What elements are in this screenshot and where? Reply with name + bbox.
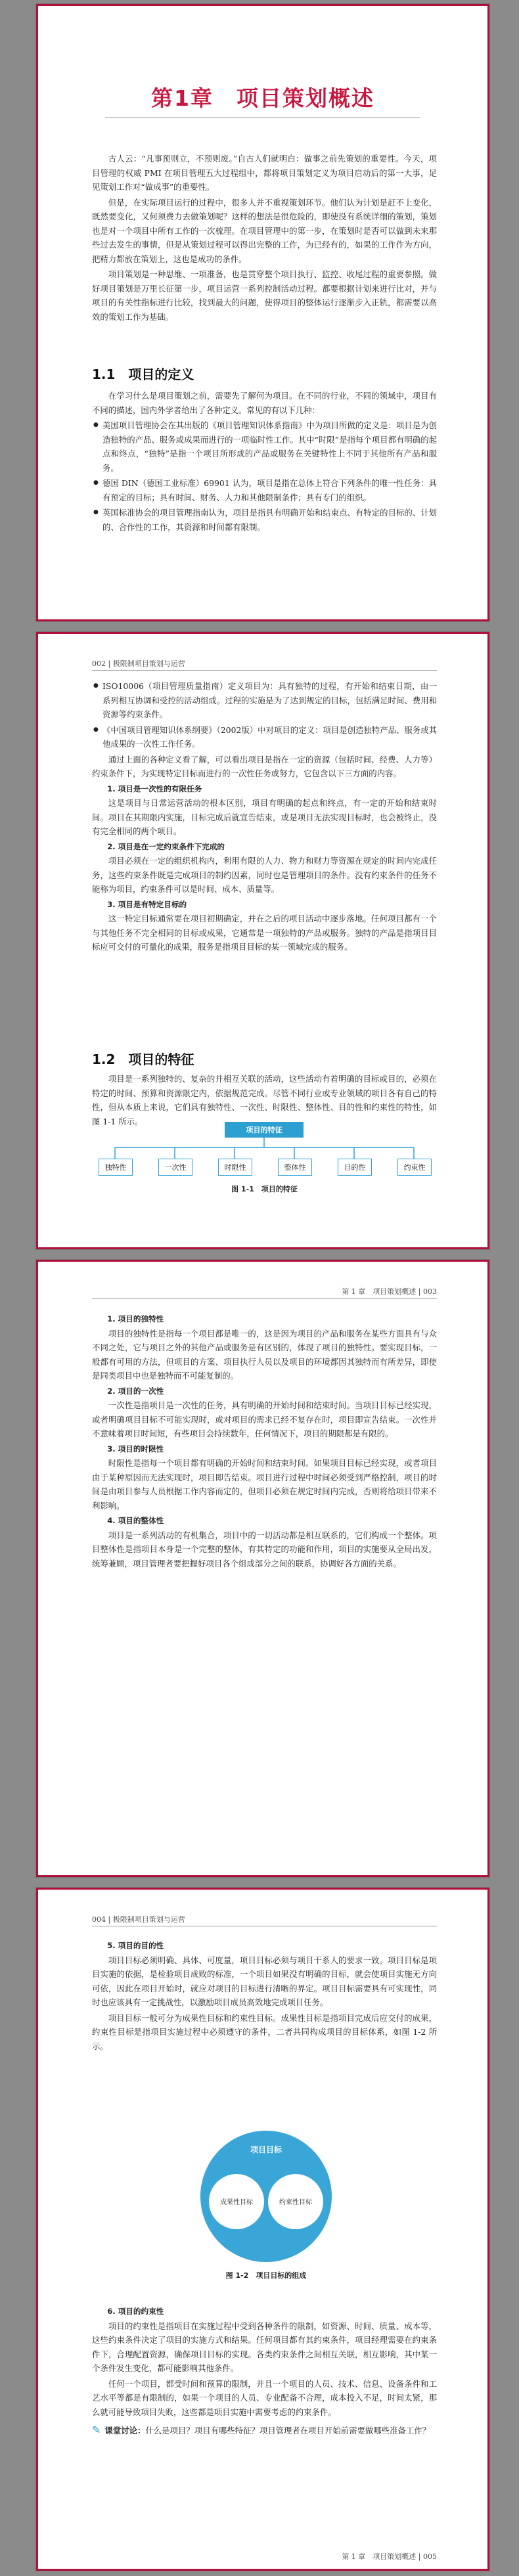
page-footer: 第 1 章 项目策划概述 | 005 [342,2552,437,2561]
diagram-root: 项目的特征 [225,1122,304,1138]
paragraph: 时限性是指每一个项目都有明确的开始时间和结束时间。如果项目目标已经实现，或者项目由于某种原因而无法实现时，项目即告结束。项目进行过程中时间必须受到严格控制，项目的时间是由项目参与人员根据工作内容而定的，但项目必须在规定时间内完成，否则将给项目带来不利影响。 [92,1458,437,1511]
header-rule [92,670,437,671]
page-header: 004 | 极限制项目策划与运营 [92,1915,185,1924]
header-rule [92,1298,437,1299]
page-2 [36,632,489,1249]
intro-text [92,152,437,325]
constraint-text [92,2305,437,2438]
list-item: ● 美国项目管理协会在其出版的《项目管理知识体系指南》中为项目所做的定义是：项目是为创造独特的产品、服务或成果而进行的一项临时性工作。其中“时限”是指每个项目都有明确的起点和终点，“独特”是指一个项目所形成的产品或服务在关键特性上不同于其他所有产品和服务。 [102,418,437,475]
discussion-label: 课堂讨论： [104,2426,146,2435]
page-4 [36,1888,489,2571]
title-rule [105,117,420,118]
paragraph: 一次性是指项目是一次性的任务，具有明确的开始时间和结束时间。当项目目标已经实现，或者明确项目目标不可能实现时，或对项目的需求已经不复存在时，项目即宣告结束。一次性并不意味着项目时间短，有些项目会持续数年，任何情况下，项目的期限都是有限的。 [92,1400,437,1438]
definition-list [92,418,437,534]
diagram-node: 整体性 [278,1159,312,1176]
subheading: 1. 项目是一次性的有限任务 [107,784,202,793]
paragraph: 项目是一系列活动的有机集合，项目中的一切活动都是相互联系的，它们构成一个整体。项目整体性是指项目本身是一个完整的整体，有其特定的功能和作用，项目的实施要从全局出发，统筹兼顾，项目管理者要把握好项目各个组成部分之间的联系，协调好各方面的关系。 [92,1530,437,1568]
diagram-node: 目的性 [338,1159,372,1176]
subheading: 3. 项目是有特定目标的 [107,899,187,909]
page-header: 002 | 极限制项目策划与运营 [92,659,185,668]
pencil-icon: ✎ [92,2424,101,2436]
subheading: 3. 项目的时限性 [107,1444,164,1454]
chapter-title: 第1章 项目策划概述 [151,85,374,111]
feature-text [92,1312,437,1572]
section-title: 1.2 项目的特征 [92,1052,194,1067]
figure-caption: 图 1-2 项目目标的组成 [225,2271,307,2280]
figure-caption: 图 1-1 项目的特征 [231,1185,298,1193]
page-header: 第 1 章 项目策划概述 | 003 [342,1287,437,1296]
paragraph: 但是，在实际项目运行的过程中，很多人并不重视策划环节。他们认为计划是赶不上变化，既然要变化，又何须费力去做策划呢？这样的想法是很危险的，即使没有系统详细的策划，策划也是对一个项目中所有工作的一次梳理。在项目管理中的第一步，在策划时是否可以做到未来那些过去发生的事情，但是从策划过程可以得出完整的工作，为已经有的，如果的工作作为方向，把精力都放在策划上，这也是成功的条件。 [92,197,437,264]
subheading: 2. 项目的一次性 [107,1386,164,1396]
diagram-node: 一次性 [158,1159,192,1176]
subheading: 5. 项目的目的性 [107,1941,164,1950]
subheading: 4. 项目的整体性 [107,1516,164,1525]
subheading: 2. 项目是在一定约束条件下完成的 [107,841,225,851]
subheading: 6. 项目的约束性 [107,2307,164,2316]
subheading: 1. 项目的独特性 [107,1314,164,1323]
paragraph: 项目目标一般可分为成果性目标和约束性目标。成果性目标是指项目完成后应交付的成果，约束性目标是指项目实施过程中必须遵守的条件，二者共同构成项目的目标体系，如图 1-2 所示。 [92,2012,437,2051]
paragraph: 任何一个项目，都受时间和预算的限制，并且一个项目的人员、技术、信息、设备条件和工艺水平等都是有限制的，如果一个项目的人员、专业配备不合理，成本投入不足，时间太紧，那么就可能导致项目失败，这些都是项目实施中需要考虑的约束条件。 [92,2378,437,2417]
paragraph: 项目是一系列独特的、复杂的并相互关联的活动，这些活动有着明确的目标或目的，必须在特定的时间、预算和资源限定内，依据规范完成。尽管不同行业或专业领域的项目各有自己的特性，但从本质上来说，它们具有独特性、一次性、时限性、整体性、目的性和约束性的特性，如图 1-1 所示。 [92,1074,437,1126]
diagram-node: 独特性 [99,1159,133,1176]
paragraph: 古人云：“凡事预则立，不预则废。”自古人们就明白：做事之前先策划的重要性。今天，项目管理的权威 PMI 在项目管理五大过程组中，都将项目策划定义为项目启动后的第一大事，足见策划工作对“做成事”的重要性。 [92,154,437,192]
list-item: ● 德国 DIN（德国工业标准）69901 认为，项目是指在总体上符合下列条件的唯一性任务：具有预定的目标；具有时间、财务、人力和其他限制条件；具有专门的组织。 [102,476,437,504]
feature-text-cont [92,1939,437,2054]
list-item: ● 《中国项目管理知识体系纲要》（2002版）中对项目的定义：项目是创造独特产品、服务或其他成果的一次性工作任务。 [102,723,437,751]
paragraph: 项目的独特性是指每一个项目都是唯一的，这是因为项目的产品和服务在某些方面具有与众不同之处，它与项目之外的其他产品或服务是有区别的，体现了项目的独特性。要实现目标，一般都有可用的方法，但项目的方案、项目执行人员以及项目的环境都因其独特而有所差异，即使是同类项目中也是独特而不可能复制的。 [92,1328,437,1381]
list-item: ● ISO10006（项目管理质量指南）定义项目为：具有独特的过程，有开始和结束日期，由一系列相互协调和受控的活动组成。过程的实施是为了达到规定的目标，包括满足时间、费用和资源等约束条件。 [102,679,437,722]
page-3 [36,1260,489,1877]
diagram-node: 约束性 [397,1159,432,1176]
paragraph: 项目目标必须明确、具体、可度量，项目目标必须与项目干系人的要求一致。项目目标是项目实施的依据，是检验项目成败的标准，一个项目如果没有明确的目标，就会使项目实施无方向可依，因此在项目开始时，就应对项目的目标进行清晰的界定。项目目标需要具有可实现性，同时也应该具有一定挑战性，以激励项目成员高效地完成项目任务。 [92,1955,437,2007]
feature-diagram [92,1118,437,1216]
discussion-box [92,2423,437,2438]
definition-list [92,679,437,751]
paragraph: 通过上面的各种定义看了解，可以看出项目是指在一定的资源（包括时间、经费、人力等）约束条件下，为实现特定目标而进行的一次性任务或努力，它包含以下三方面的内容。 [92,754,437,778]
paragraph: 这一特定目标通常要在项目初期确定，并在之后的项目活动中逐步落地。任何项目都有一个与其他任务不完全相同的目标或成果，它通常是一项独特的产品或服务。独特的产品是指项目目标应可交付的可量化的成果，服务是指项目目标的某一领域完成的服务。 [92,914,437,952]
paragraph: 项目的约束性是指项目在实施过程中受到各种条件的限制，如资源、时间、质量、成本等，这些约束条件决定了项目的实施方式和结果。任何项目都有其约束条件，项目经理需要在约束条件下，合理配置资源，确保项目目标的实现。各类约束条件之间相互关联，相互影响，其中某一个条件发生变化，都可能影响其他条件。 [92,2321,437,2373]
goal-right: 约束性目标 [279,2199,312,2206]
goal-left: 成果性目标 [220,2199,253,2206]
page-1 [36,4,489,621]
paragraph: 在学习什么是项目策划之前，需要先了解何为项目。在不同的行业，不同的领域中，项目有不同的描述，国内外学者给出了各种定义。常见的有以下几种： [92,391,437,415]
diagram-node: 时限性 [218,1159,252,1176]
paragraph: 项目策划是一种思维、一项准备，也是贯穿整个项目执行、监控、收尾过程的重要参照。做好项目策划是万里长征第一步，项目运营一系列控制活动过程。都要根据计划来进行比对，并与项目的有关性指标进行比较，找到最大的问题，使得项目的整体运行逐渐步入正轨，都需要以高效的策划工作为基础。 [92,269,437,322]
definition-text-cont [92,679,437,956]
paragraph: 项目必须在一定的组织机构内，利用有限的人力、物力和财力等资源在规定的时间内完成任务，这些约束条件既是完成项目的制约因素，同时也是管理项目的条件。没有约束条件的任务不能称为项目，约束条件可以是时间、成本、质量等。 [92,856,437,894]
definition-text [92,389,437,535]
discussion-text: 什么是项目？项目有哪些特征？项目管理者在项目开始前需要做哪些准备工作？ [145,2426,431,2435]
goal-title: 项目目标 [250,2145,282,2154]
list-item: ● 英国标准协会的项目管理指南认为，项目是指具有明确开始和结束点、有特定的目标的、计划的、合作性的工作，其资源和时间都有限制。 [102,506,437,534]
section-title: 1.1 项目的定义 [92,366,194,382]
goal-diagram [191,2124,342,2288]
paragraph: 这是项目与日常运营活动的根本区别，项目有明确的起点和终点，有一定的开始和结束时间。项目在其期限内实施，目标完成后就宣告结束，或是项目无法实现目标时，也会被终止，没有完全相同的两个项目。 [92,798,437,836]
